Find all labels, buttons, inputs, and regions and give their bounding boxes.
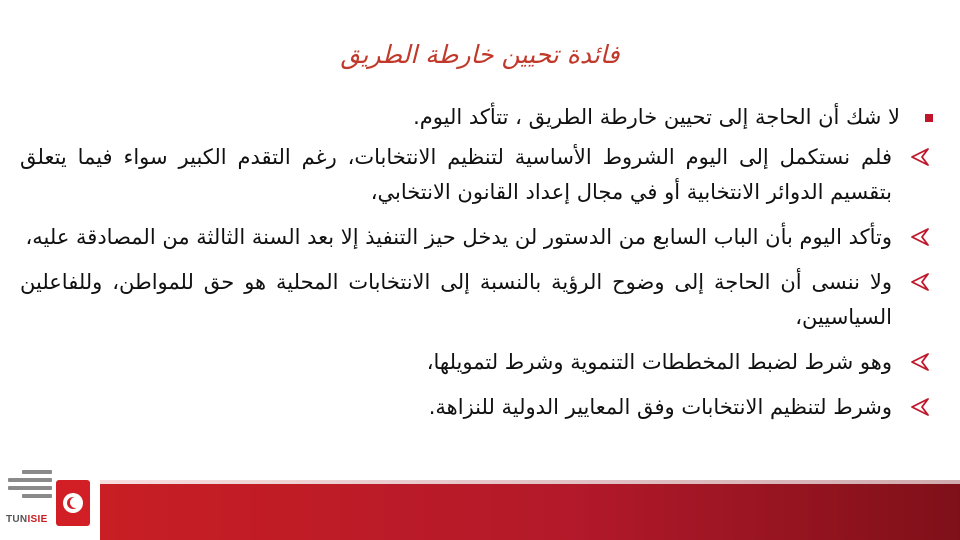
logo-text-prefix: TUN — [6, 514, 28, 525]
arrowhead-bullet-icon — [910, 398, 930, 416]
sub-point — [20, 220, 940, 255]
footer-band — [100, 484, 960, 540]
slide-content — [20, 100, 940, 435]
tunisia-flag-icon — [56, 480, 90, 526]
sub-point-text: وهو شرط لضبط المخططات التنموية وشرط لتمويلها، — [426, 350, 892, 374]
sub-point — [20, 265, 940, 335]
sub-point-text: وتأكد اليوم بأن الباب السابع من الدستور لن يدخل حيز التنفيذ إلا بعد السنة الثالثة من المصادقة عليه، — [25, 225, 892, 249]
sub-point — [20, 345, 940, 380]
square-bullet-icon — [925, 114, 933, 122]
arrowhead-bullet-icon — [910, 353, 930, 371]
sub-point — [20, 140, 940, 210]
arrowhead-bullet-icon — [910, 273, 930, 291]
sub-points-list — [20, 140, 940, 425]
sub-point-text: ولا ننسى أن الحاجة إلى وضوح الرؤية بالنسبة إلى الانتخابات المحلية هو حق للمواطن، وللفاعلين السياسيين، — [20, 270, 892, 329]
logo-arabic-lettering — [8, 470, 52, 502]
slide-title: فائدة تحيين خارطة الطريق — [340, 40, 620, 69]
arrowhead-bullet-icon — [910, 148, 930, 166]
sub-point-text: وشرط لتنظيم الانتخابات وفق المعايير الدولية للنزاهة. — [428, 395, 892, 419]
arrowhead-bullet-icon — [910, 228, 930, 246]
logo-text-suffix: ISIE — [27, 514, 48, 525]
main-point — [20, 100, 940, 134]
sub-point-text: فلم نستكمل إلى اليوم الشروط الأساسية لتنظيم الانتخابات، رغم التقدم الكبير سواء فيما يتعلق بتقسيم الدوائر الانتخابية أو في مجال إعداد القانون الانتخابي، — [20, 145, 892, 204]
logo-text — [6, 514, 48, 525]
sub-point — [20, 390, 940, 425]
main-point-text: لا شك أن الحاجة إلى تحيين خارطة الطريق ، تتأكد اليوم. — [413, 105, 900, 129]
isie-logo — [0, 462, 100, 540]
